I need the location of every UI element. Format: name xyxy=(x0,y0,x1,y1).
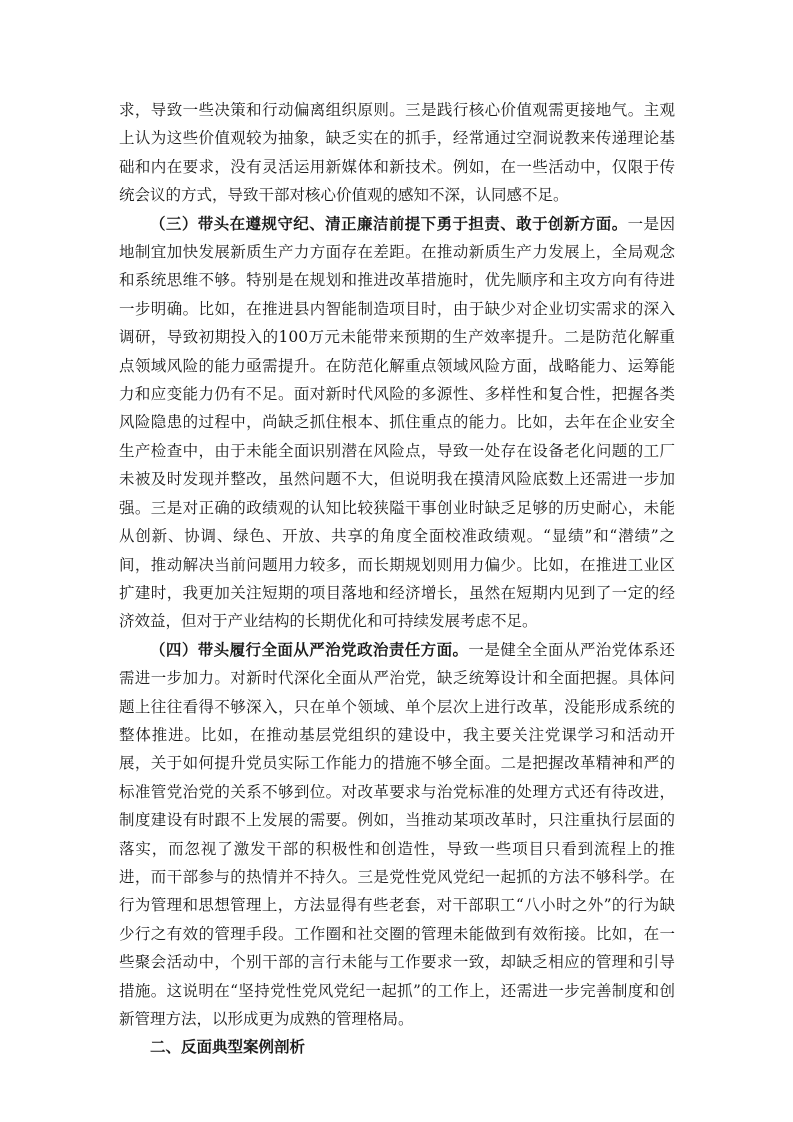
paragraph-heading: （四）带头履行全面从严治党政治责任方面。 xyxy=(150,640,469,659)
paragraph-heading: （三）带头在遵规守纪、清正廉洁前提下勇于担责、敢于创新方面。 xyxy=(150,214,628,233)
section-heading: 二、反面典型案例剖析 xyxy=(150,1038,306,1057)
paragraph-body: 一是因地制宜加快发展新质生产力方面存在差距。在推动新质生产力发展上，全局观念和系统思维不够。特别是在规划和推进改革措施时，优先顺序和主攻方向有待进一步明确。比如，在推进县内智能制造项目时，由于缺少对企业切实需求的深入调研，导致初期投入的100万元未能带来预期的生产效率提升。二是防范化解重点领域风险的能力亟需提升。在防范化解重点领域风险方面，战略能力、运筹能力和应变能力仍有不足。面对新时代风险的多源性、多样性和复合性，把握各类风险隐患的过程中，尚缺乏抓住根本、抓住重点的能力。比如，去年在企业安全生产检查中，由于未能全面识别潜在风险点，导致一处存在设备老化问题的工厂未被及时发现并整改，虽然问题不大，但说明我在摸清风险底数上还需进一步加强。三是对正确的政绩观的认知比较狭隘干事创业时缺乏足够的历史耐心，未能从创新、协调、绿色、开放、共享的角度全面校准政绩观。“显绩”和“潜绩”之间，推动解决当前问题用力较多，而长期规划则用力偏少。比如，在推进工业区扩建时，我更加关注短期的项目落地和经济增长，虽然在短期内见到了一定的经济效益，但对于产业结构的长期优化和可持续发展考虑不足。 xyxy=(119,214,675,631)
paragraph-body: 一是健全全面从严治党体系还需进一步加力。对新时代深化全面从严治党，缺乏统筹设计和全面把握。具体问题上往往看得不够深入，只在单个领域、单个层次上进行改革，没能形成系统的整体推进。比如，在推动基层党组织的建设中，我主要关注党课学习和活动开展，关于如何提升党员实际工作能力的措施不够全面。二是把握改革精神和严的标准管党治党的关系不够到位。对改革要求与治党标准的处理方式还有待改进，制度建设有时跟不上发展的需要。例如，当推动某项改革时，只注重执行层面的落实，而忽视了激发干部的积极性和创造性，导致一些项目只看到流程上的推进，而干部参与的热情并不持久。三是党性党风党纪一起抓的方法不够科学。在行为管理和思想管理上，方法显得有些老套，对干部职工“八小时之外”的行为缺少行之有效的管理手段。工作圈和社交圈的管理未能做到有效衔接。比如，在一些聚会活动中，个别干部的言行未能与工作要求一致，却缺乏相应的管理和引导措施。这说明在“坚持党性党风党纪一起抓”的工作上，还需进一步完善制度和创新管理方法，以形成更为成熟的管理格局。 xyxy=(119,640,675,1028)
paragraph-section-three xyxy=(119,210,675,636)
paragraph-section-four xyxy=(119,636,675,1034)
paragraph-body: 求，导致一些决策和行动偏离组织原则。三是践行核心价值观需更接地气。主观上认为这些价值观较为抽象，缺乏实在的抓手，经常通过空洞说教来传递理论基础和内在要求，没有灵活运用新媒体和新技术。例如，在一些活动中，仅限于传统会议的方式，导致干部对核心价值观的感知不深，认同感不足。 xyxy=(119,101,675,205)
document-body xyxy=(119,96,675,1062)
paragraph-continuation xyxy=(119,96,675,210)
